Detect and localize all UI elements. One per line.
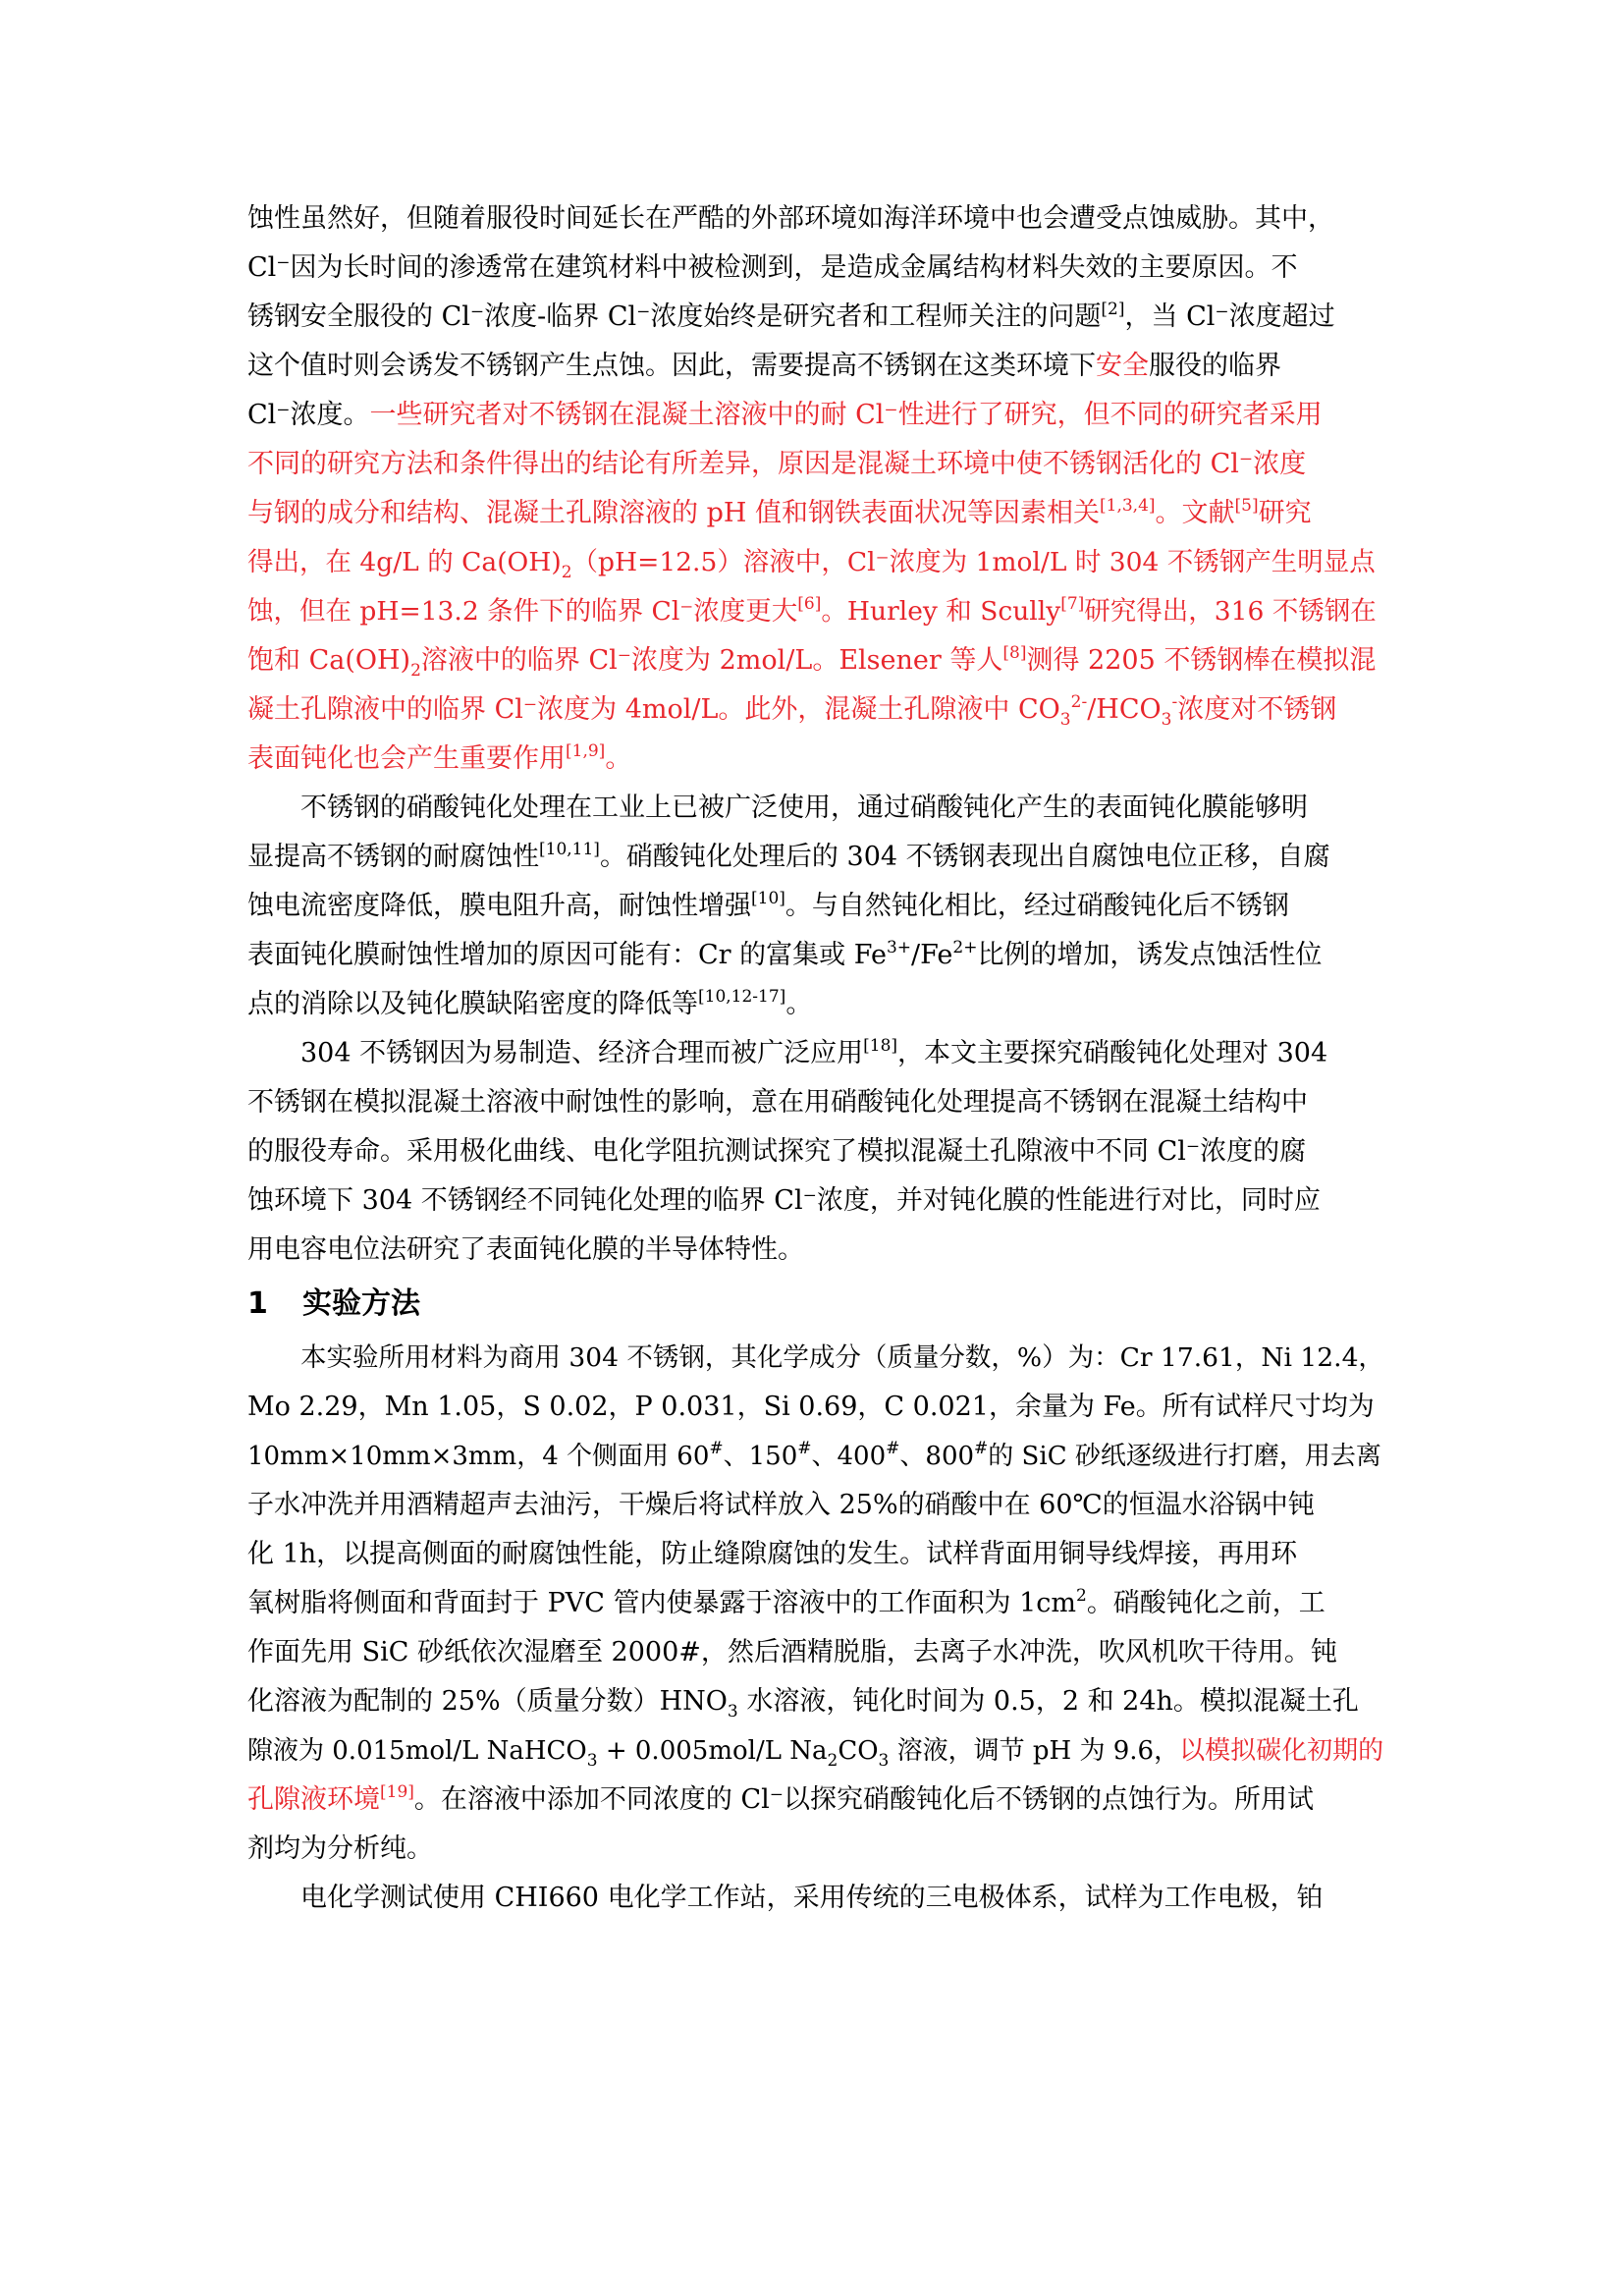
text-line: [247, 587, 1386, 636]
text-line: [247, 931, 1386, 980]
citation: [7]: [1060, 594, 1085, 614]
text: /Fe: [911, 940, 953, 970]
text-line: [247, 1677, 1386, 1726]
text: + 0.005mol/L Na: [597, 1736, 828, 1766]
superscript: #: [797, 1439, 812, 1458]
highlighted-text: 饱和 Ca(OH): [247, 645, 411, 676]
text-line: [247, 1530, 1386, 1579]
highlighted-text: 。Hurley 和 Scully: [821, 596, 1061, 627]
text-line: [247, 244, 1386, 293]
citation: [6]: [797, 594, 822, 614]
superscript: #: [974, 1439, 989, 1458]
text-line: [247, 391, 1386, 440]
text-line: [247, 1579, 1386, 1628]
highlighted-text: 研究得出，316 不锈钢在: [1084, 596, 1377, 627]
text-line: [247, 1078, 1386, 1127]
subscript: 3: [586, 1751, 598, 1771]
text: 本实验所用材料为商用 304 不锈钢，其化学成分（质量分数，%）为：Cr 17.61，Ni 12.4，: [300, 1342, 1384, 1373]
text: 作面先用 SiC 砂纸依次湿磨至 2000#，然后酒精脱脂，去离子水冲洗，吹风机吹干待用。钝: [247, 1637, 1337, 1667]
text: 的 SiC 砂纸逐级进行打磨，用去离: [988, 1442, 1381, 1471]
highlighted-text: 得出，在 4g/L 的 Ca(OH): [247, 547, 562, 577]
citation: [2]: [1101, 300, 1125, 319]
paragraph-1: [247, 194, 1386, 784]
text: ，当 Cl⁻浓度超过: [1124, 301, 1335, 332]
subscript: 3: [1059, 710, 1071, 730]
citation: [8]: [1002, 643, 1027, 663]
paragraph-2: [247, 784, 1386, 1029]
highlighted-text: /HCO: [1087, 694, 1162, 725]
text-line: [247, 685, 1386, 735]
text: 电化学测试使用 CHI660 电化学工作站，采用传统的三电极体系，试样为工作电极，铂: [300, 1883, 1324, 1913]
text-line: [247, 489, 1386, 538]
text: 蚀环境下 304 不锈钢经不同钝化处理的临界 Cl⁻浓度，并对钝化膜的性能进行对比，同时应: [247, 1185, 1321, 1216]
highlighted-text: 不同的研究方法和条件得出的结论有所差异，原因是混凝土环境中使不锈钢活化的 Cl⁻浓度: [247, 449, 1307, 479]
subscript: 2: [561, 563, 572, 582]
text: 。硝酸钝化处理后的 304 不锈钢表现出自腐蚀电位正移，自腐: [599, 842, 1330, 872]
text: 比例的增加，诱发点蚀活性位: [977, 940, 1323, 970]
subscript: 2: [410, 661, 421, 681]
text: 化溶液为配制的 25%（质量分数）HNO: [247, 1686, 728, 1717]
text-line: [247, 538, 1386, 587]
text-line: [247, 194, 1386, 244]
superscript: 3+: [886, 938, 912, 957]
subscript: 2: [827, 1751, 839, 1771]
text-line: [247, 1176, 1386, 1226]
text-line: [247, 1334, 1386, 1383]
citation: [1,3,4]: [1100, 496, 1156, 516]
text: 。: [785, 989, 813, 1019]
highlighted-text: 。文献: [1155, 498, 1235, 528]
text-line: [247, 636, 1386, 685]
highlighted-text: 溶液中的临界 Cl⁻浓度为 2mol/L。Elsener 等人: [420, 645, 1003, 676]
highlighted-text: 与钢的成分和结构、混凝土孔隙溶液的 pH 值和钢铁表面状况等因素相关: [247, 498, 1100, 528]
highlighted-text: 表面钝化也会产生重要作用: [247, 743, 566, 774]
highlighted-text: 安全: [1096, 351, 1149, 381]
text: 锈钢安全服役的 Cl⁻浓度-临界 Cl⁻浓度始终是研究者和工程师关注的问题: [247, 301, 1102, 332]
text: 。硝酸钝化之前，工: [1086, 1588, 1325, 1618]
highlighted-text: 浓度对不锈钢: [1177, 694, 1337, 725]
subscript: 3: [727, 1702, 738, 1722]
text-line: [247, 1432, 1386, 1481]
citation: [1,9]: [566, 741, 606, 761]
paragraph-4: [247, 1334, 1386, 1874]
subscript: 3: [1161, 710, 1172, 730]
text: 水溶液，钝化时间为 0.5，2 和 24h。模拟混凝土孔: [737, 1686, 1359, 1717]
citation: [10,12-17]: [698, 987, 786, 1007]
highlighted-text: 研究: [1258, 498, 1312, 528]
highlighted-text: 一些研究者对不锈钢在混凝土溶液中的耐 Cl⁻性进行了研究，但不同的研究者采用: [369, 400, 1323, 430]
text-line: [247, 1628, 1386, 1677]
text: 、800: [899, 1442, 975, 1471]
superscript: #: [886, 1439, 900, 1458]
citation: [5]: [1234, 496, 1259, 516]
text-line: [247, 735, 1386, 784]
text: 、150: [723, 1442, 798, 1471]
text: 溶液，调节 pH 为 9.6，: [889, 1736, 1180, 1766]
text: 隙液为 0.015mol/L NaHCO: [247, 1736, 587, 1766]
text-line: [247, 293, 1386, 342]
text: CO: [838, 1736, 879, 1766]
highlighted-text: （pH=12.5）溶液中，Cl⁻浓度为 1mol/L 时 304 不锈钢产生明显点: [571, 547, 1376, 577]
text: 服役的临界: [1149, 351, 1281, 381]
text: 10mm×10mm×3mm，4 个侧面用 60: [247, 1442, 710, 1471]
superscript: 2-: [1070, 692, 1088, 712]
superscript: 2: [1075, 1586, 1087, 1606]
paragraph-3: [247, 1029, 1386, 1275]
highlighted-text: 测得 2205 不锈钢棒在模拟混: [1026, 645, 1377, 676]
text-line: [247, 833, 1386, 882]
text-line: [247, 1874, 1386, 1923]
text: 显提高不锈钢的耐腐蚀性: [247, 842, 539, 872]
text-line: [247, 1029, 1386, 1078]
text: 氧树脂将侧面和背面封于 PVC 管内使暴露于溶液中的工作面积为 1cm: [247, 1588, 1076, 1618]
text: Cl⁻因为长时间的渗透常在建筑材料中被检测到，是造成金属结构材料失效的主要原因。不: [247, 252, 1298, 283]
text-line: [247, 1383, 1386, 1432]
text: 不锈钢在模拟混凝土溶液中耐蚀性的影响，意在用硝酸钝化处理提高不锈钢在混凝土结构中: [247, 1087, 1308, 1118]
text: ，本文主要探究硝酸钝化处理对 304: [897, 1038, 1328, 1068]
highlighted-text: 蚀，但在 pH=13.2 条件下的临界 Cl⁻浓度更大: [247, 596, 798, 627]
highlighted-text: 。: [605, 743, 632, 774]
text-line: [247, 784, 1386, 833]
subscript: 3: [878, 1751, 890, 1771]
highlighted-text: 凝土孔隙液中的临界 Cl⁻浓度为 4mol/L。此外，混凝土孔隙液中 CO: [247, 694, 1060, 725]
text-line: [247, 342, 1386, 391]
text: 蚀性虽然好，但随着服役时间延长在严酷的外部环境如海洋环境中也会遭受点蚀威胁。其中，: [247, 203, 1334, 234]
citation: [10]: [751, 889, 785, 908]
text: 化 1h，以提高侧面的耐腐蚀性能，防止缝隙腐蚀的发生。试样背面用铜导线焊接，再用环: [247, 1539, 1298, 1569]
text: 表面钝化膜耐蚀性增加的原因可能有：Cr 的富集或 Fe: [247, 940, 887, 970]
text: 子水冲洗并用酒精超声去油污，干燥后将试样放入 25%的硝酸中在 60℃的恒温水浴锅中钝: [247, 1490, 1315, 1520]
section-number: 1: [247, 1286, 268, 1321]
superscript: -: [1171, 692, 1178, 712]
text-line: [247, 1481, 1386, 1530]
text: 用电容电位法研究了表面钝化膜的半导体特性。: [247, 1234, 804, 1265]
section-title: 实验方法: [302, 1286, 420, 1321]
text-line: [247, 1226, 1386, 1275]
text: 304 不锈钢因为易制造、经济合理而被广泛应用: [300, 1038, 864, 1068]
paragraph-5: [247, 1874, 1386, 1923]
highlighted-text: 孔隙液环境: [247, 1784, 380, 1815]
text: 、400: [811, 1442, 887, 1471]
text: Mo 2.29，Mn 1.05，S 0.02，P 0.031，Si 0.69，C 0.021，余量为 Fe。所有试样尺寸均为: [247, 1392, 1375, 1422]
text-line: [247, 1825, 1386, 1874]
superscript: 2+: [952, 938, 978, 957]
text: 。与自然钝化相比，经过硝酸钝化后不锈钢: [784, 891, 1289, 921]
text: 不锈钢的硝酸钝化处理在工业上已被广泛使用，通过硝酸钝化产生的表面钝化膜能够明: [300, 793, 1308, 823]
text: Cl⁻浓度。: [247, 400, 370, 430]
text-line: [247, 1726, 1386, 1776]
citation: [10,11]: [539, 840, 600, 859]
text-line: [247, 1776, 1386, 1825]
text: 点的消除以及钝化膜缺陷密度的降低等: [247, 989, 698, 1019]
text: 剂均为分析纯。: [247, 1833, 433, 1864]
superscript: #: [709, 1439, 724, 1458]
text: 。在溶液中添加不同浓度的 Cl⁻以探究硝酸钝化后不锈钢的点蚀行为。所用试: [413, 1784, 1315, 1815]
citation: [19]: [380, 1782, 414, 1802]
highlighted-text: 以模拟碳化初期的: [1179, 1736, 1384, 1766]
citation: [18]: [863, 1036, 898, 1056]
text: 蚀电流密度降低，膜电阻升高，耐蚀性增强: [247, 891, 751, 921]
text: 的服役寿命。采用极化曲线、电化学阻抗测试探究了模拟混凝土孔隙液中不同 Cl⁻浓度的腐: [247, 1136, 1307, 1167]
text-line: [247, 980, 1386, 1029]
text-line: [247, 440, 1386, 489]
section-heading: [247, 1281, 1386, 1328]
document-page: [247, 194, 1386, 1923]
text-line: [247, 882, 1386, 931]
text-line: [247, 1127, 1386, 1176]
text: 这个值时则会诱发不锈钢产生点蚀。因此，需要提高不锈钢在这类环境下: [247, 351, 1096, 381]
